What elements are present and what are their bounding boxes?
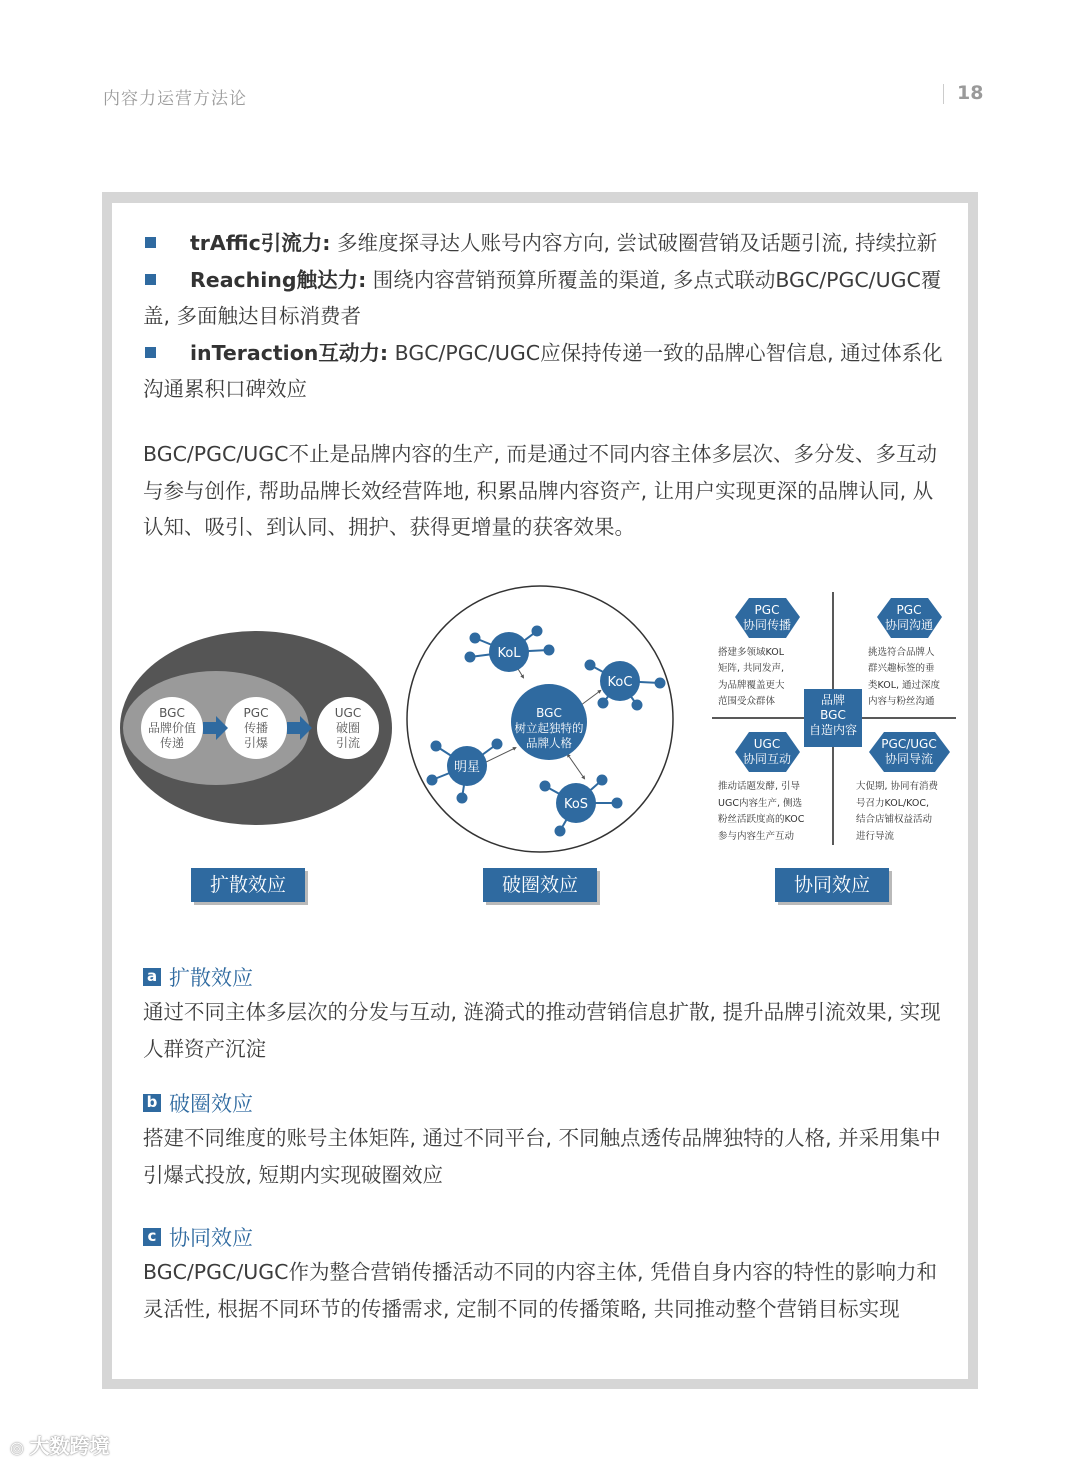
header-title: 内容力运营方法论 <box>103 89 247 109</box>
hex3-line2: 协同互动 <box>742 752 792 766</box>
watermark: ◎ 大数跨境 <box>10 1434 110 1458</box>
bullet-reaching: Reaching触达力: 围绕内容营销预算所覆盖的渠道, 多点式联动BGC/PGC/UGC覆盖, 多面触达目标消费者 <box>143 267 942 328</box>
section-c-heading <box>143 1222 253 1252</box>
q1-desc-2: 矩阵, 共同发声, <box>718 663 785 674</box>
ugc-line1: UGC <box>334 706 362 720</box>
bgc-line2: 品牌价值 <box>147 721 197 735</box>
q1-desc-1: 搭建多领域KOL <box>718 647 784 658</box>
bullet-interaction: inTeraction互动力: BGC/PGC/UGC应保持传递一致的品牌心智信息, 通过体系化沟通累积口碑效应 <box>143 340 943 401</box>
q4-desc-2: 号召力KOL/KOC, <box>856 798 930 809</box>
ugc-line3: 引流 <box>335 736 361 750</box>
section-b-body: 搭建不同维度的账号主体矩阵, 通过不同平台, 不同触点透传品牌独特的人格, 并采用集中引爆式投放, 短期内实现破圈效应 <box>143 1126 941 1187</box>
q3-desc-3: 粉丝活跃度高的KOC <box>718 814 805 825</box>
celebrity-label: 明星 <box>453 760 481 775</box>
hex1-line1: PGC <box>754 603 780 617</box>
ugc-line2: 破圈 <box>335 721 361 735</box>
q2-desc-1: 挑选符合品牌人 <box>868 647 935 658</box>
q2-desc-3: 类KOL, 通过深度 <box>868 680 941 691</box>
bullet-traffic: trAffic引流力: 多维度探寻达人账号内容方向, 尝试破圈营销及话题引流, 持续拉新 <box>143 225 943 262</box>
section-a-badge: a <box>143 968 161 986</box>
q4-desc-1: 大促期, 协同有消费 <box>856 781 939 792</box>
synergy-diagram <box>712 592 956 845</box>
q1-desc-4: 范围受众群体 <box>718 696 776 707</box>
center-line2: BGC <box>820 708 846 722</box>
hex4-line2: 协同导流 <box>884 752 934 766</box>
kos-label: KoS <box>563 797 589 812</box>
q2-desc-4: 内容与粉丝沟通 <box>868 696 935 707</box>
section-a-heading <box>143 962 253 992</box>
synergy-caption: 协同效应 <box>775 868 889 902</box>
section-b-title: 破圈效应 <box>169 1092 253 1116</box>
q4-desc-4: 进行导流 <box>856 831 895 842</box>
section-b-badge: b <box>143 1094 161 1112</box>
section-a-body: 通过不同主体多层次的分发与互动, 涟漪式的推动营销信息扩散, 提升品牌引流效果, 实现人群资产沉淀 <box>143 1000 941 1061</box>
section-c-body: BGC/PGC/UGC作为整合营销传播活动不同的内容主体, 凭借自身内容的特性的影响力和灵活性, 根据不同环节的传播需求, 定制不同的传播策略, 共同推动整个营销目标实现 <box>143 1260 938 1321</box>
hex4-line1: PGC/UGC <box>881 737 937 751</box>
breakthrough-diagram <box>407 586 673 852</box>
breakthrough-caption: 破圈效应 <box>483 868 597 902</box>
diffusion-caption: 扩散效应 <box>191 868 305 902</box>
hex2-line1: PGC <box>896 603 922 617</box>
kol-label: KoL <box>497 646 521 661</box>
q3-desc-2: UGC内容生产, 侧选 <box>718 798 802 809</box>
bgc-line3: 传递 <box>159 736 185 750</box>
q1-desc-3: 为品牌覆盖更大 <box>718 680 785 691</box>
watermark-logo-icon: ◎ <box>10 1438 30 1457</box>
center-line3: 自造内容 <box>808 723 858 737</box>
bgc-center-line2: 树立起独特的 <box>514 721 584 735</box>
koc-label: KoC <box>607 675 633 690</box>
pgc-line1: PGC <box>243 706 269 720</box>
q3-desc-1: 推动话题发酵, 引导 <box>718 781 801 792</box>
q4-desc-3: 结合店铺权益活动 <box>856 814 933 825</box>
section-c-title: 协同效应 <box>169 1226 253 1250</box>
section-b-heading <box>143 1088 253 1118</box>
center-line1: 品牌 <box>820 693 846 707</box>
section-a-title: 扩散效应 <box>169 966 253 990</box>
bgc-center-line1: BGC <box>536 706 562 720</box>
pgc-line3: 引爆 <box>243 736 269 750</box>
q3-desc-4: 参与内容生产互动 <box>718 831 795 842</box>
hex1-line2: 协同传播 <box>742 618 792 632</box>
pgc-line2: 传播 <box>243 721 269 735</box>
bgc-center-line3: 品牌人格 <box>526 736 572 750</box>
q2-desc-2: 群兴趣标签的垂 <box>868 663 935 674</box>
hex3-line1: UGC <box>753 737 781 751</box>
page-number: 18 <box>957 82 984 104</box>
hex2-line2: 协同沟通 <box>884 618 934 632</box>
section-c-badge: c <box>143 1228 161 1246</box>
bgc-line1: BGC <box>159 706 185 720</box>
diffusion-diagram <box>120 631 392 825</box>
intro-paragraph: BGC/PGC/UGC不止是品牌内容的生产, 而是通过不同内容主体多层次、多分发、多互动与参与创作, 帮助品牌长效经营阵地, 积累品牌内容资产, 让用户实现更深的品牌认同, 从认知、吸引、到认同、拥护、获得更增量的获客效果。 <box>143 442 938 539</box>
